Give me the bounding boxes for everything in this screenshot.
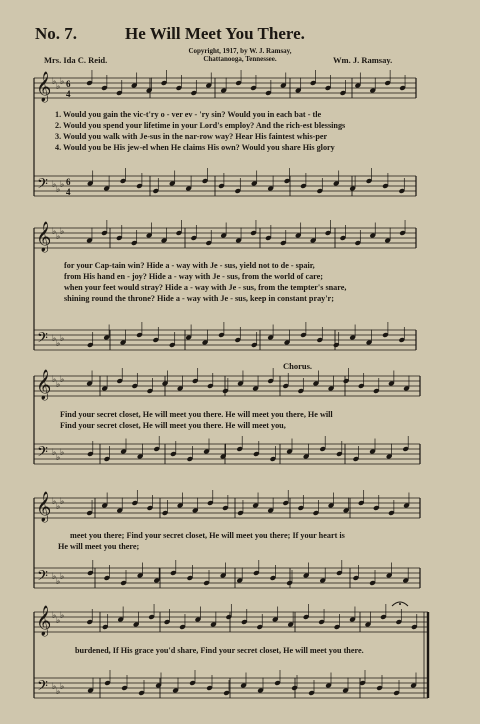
bass-clef: 𝄢 — [37, 176, 48, 196]
flat-sign: ♭ — [60, 227, 65, 237]
flat-sign: ♭ — [60, 572, 65, 582]
flat-sign: ♭ — [56, 453, 61, 463]
bass-staff — [34, 568, 420, 588]
flat-sign: ♭ — [60, 180, 65, 190]
flat-sign: ♭ — [52, 77, 57, 87]
flat-sign: ♭ — [56, 82, 61, 92]
time-signature: 4 — [66, 89, 71, 99]
bass-clef: 𝄢 — [37, 444, 48, 464]
verse3-line2: when your feet would stray? Hide a - way with Je - sus, from the tempter's snare, — [64, 283, 347, 292]
lyricist-credit: Mrs. Ida C. Reid. — [44, 55, 108, 65]
flat-sign: ♭ — [60, 497, 65, 507]
copyright-line: Copyright, 1917, by W. J. Ramsay, — [188, 47, 292, 55]
flat-sign: ♭ — [52, 334, 57, 344]
bass-clef: 𝄢 — [37, 568, 48, 588]
verse2-line2: from His hand en - joy? Hide a - way with Je - sus, from the world of care; — [64, 272, 324, 281]
chorus-line2-upper: meet you there; Find your secret closet, He will meet you there; If your heart is — [70, 531, 345, 540]
chorus-line3: burdened, If His grace you'd share, Find your secret closet, He will meet you there. — [75, 646, 364, 655]
flat-sign: ♭ — [56, 339, 61, 349]
flat-sign: ♭ — [52, 572, 57, 582]
treble-clef: 𝄞 — [36, 72, 52, 102]
flat-sign: ♭ — [56, 577, 61, 587]
flat-sign: ♭ — [52, 611, 57, 621]
flat-sign: ♭ — [52, 375, 57, 385]
copyright-location: Chattanooga, Tennessee. — [203, 55, 277, 63]
fermata-dot — [399, 603, 401, 605]
flat-sign: ♭ — [60, 611, 65, 621]
bass-clef: 𝄢 — [37, 330, 48, 350]
treble-clef: 𝄞 — [36, 370, 52, 400]
flat-sign: ♭ — [60, 375, 65, 385]
treble-clef: 𝄞 — [36, 492, 52, 522]
flat-sign: ♭ — [56, 502, 61, 512]
verse4-line1: 4. Would you be His jew-el when He claims His own? Would you share His glory — [55, 143, 335, 152]
flat-sign: ♭ — [52, 497, 57, 507]
flat-sign: ♭ — [56, 380, 61, 390]
verse3-line1: 3. Would you walk with Je-sus in the nar-row way? Hear His faintest whis-per — [55, 132, 328, 141]
flat-sign: ♭ — [56, 616, 61, 626]
treble-staff — [34, 78, 416, 98]
flat-sign: ♭ — [52, 180, 57, 190]
time-signature: 4 — [66, 187, 71, 197]
flat-sign: ♭ — [56, 185, 61, 195]
flat-sign: ♭ — [60, 334, 65, 344]
time-signature: 6 — [66, 177, 71, 187]
chorus-line1-lower: Find your secret closet, He will meet you there. He will meet you, — [60, 421, 286, 430]
composer-credit: Wm. J. Ramsay. — [333, 55, 393, 65]
flat-sign: ♭ — [60, 448, 65, 458]
flat-sign: ♭ — [52, 448, 57, 458]
verse2-line1: 2. Would you spend your lifetime in your Lord's employ? And the rich-est blessings — [55, 121, 346, 130]
verse1-line2: for your Cap-tain win? Hide a - way with Je - sus, yield not to de - spair, — [64, 261, 315, 270]
flat-sign: ♭ — [60, 682, 65, 692]
bass-staff — [34, 176, 416, 196]
chorus-line1-upper: Find your secret closet, He will meet you there. He will meet you there, He will — [60, 410, 333, 419]
verse1-line1: 1. Would you gain the vic-t'ry o - ver ev - 'ry sin? Would you in each bat - tle — [55, 110, 322, 119]
chorus-line2-lower: He will meet you there; — [58, 542, 140, 551]
treble-clef: 𝄞 — [36, 606, 52, 636]
flat-sign: ♭ — [56, 687, 61, 697]
treble-clef: 𝄞 — [36, 222, 52, 252]
flat-sign: ♭ — [60, 77, 65, 87]
chorus-label: Chorus. — [283, 361, 313, 371]
flat-sign: ♭ — [56, 232, 61, 242]
bass-clef: 𝄢 — [37, 678, 48, 698]
hymn-title: He Will Meet You There. — [125, 24, 305, 43]
bass-staff — [34, 330, 416, 350]
treble-staff — [34, 228, 416, 248]
flat-sign: ♭ — [52, 227, 57, 237]
verse4-line2: shining round the throne? Hide a - way with Je - sus, keep in constant pray'r; — [64, 294, 334, 303]
flat-sign: ♭ — [52, 682, 57, 692]
hymn-number: No. 7. — [35, 24, 78, 43]
time-signature: 6 — [66, 79, 71, 89]
